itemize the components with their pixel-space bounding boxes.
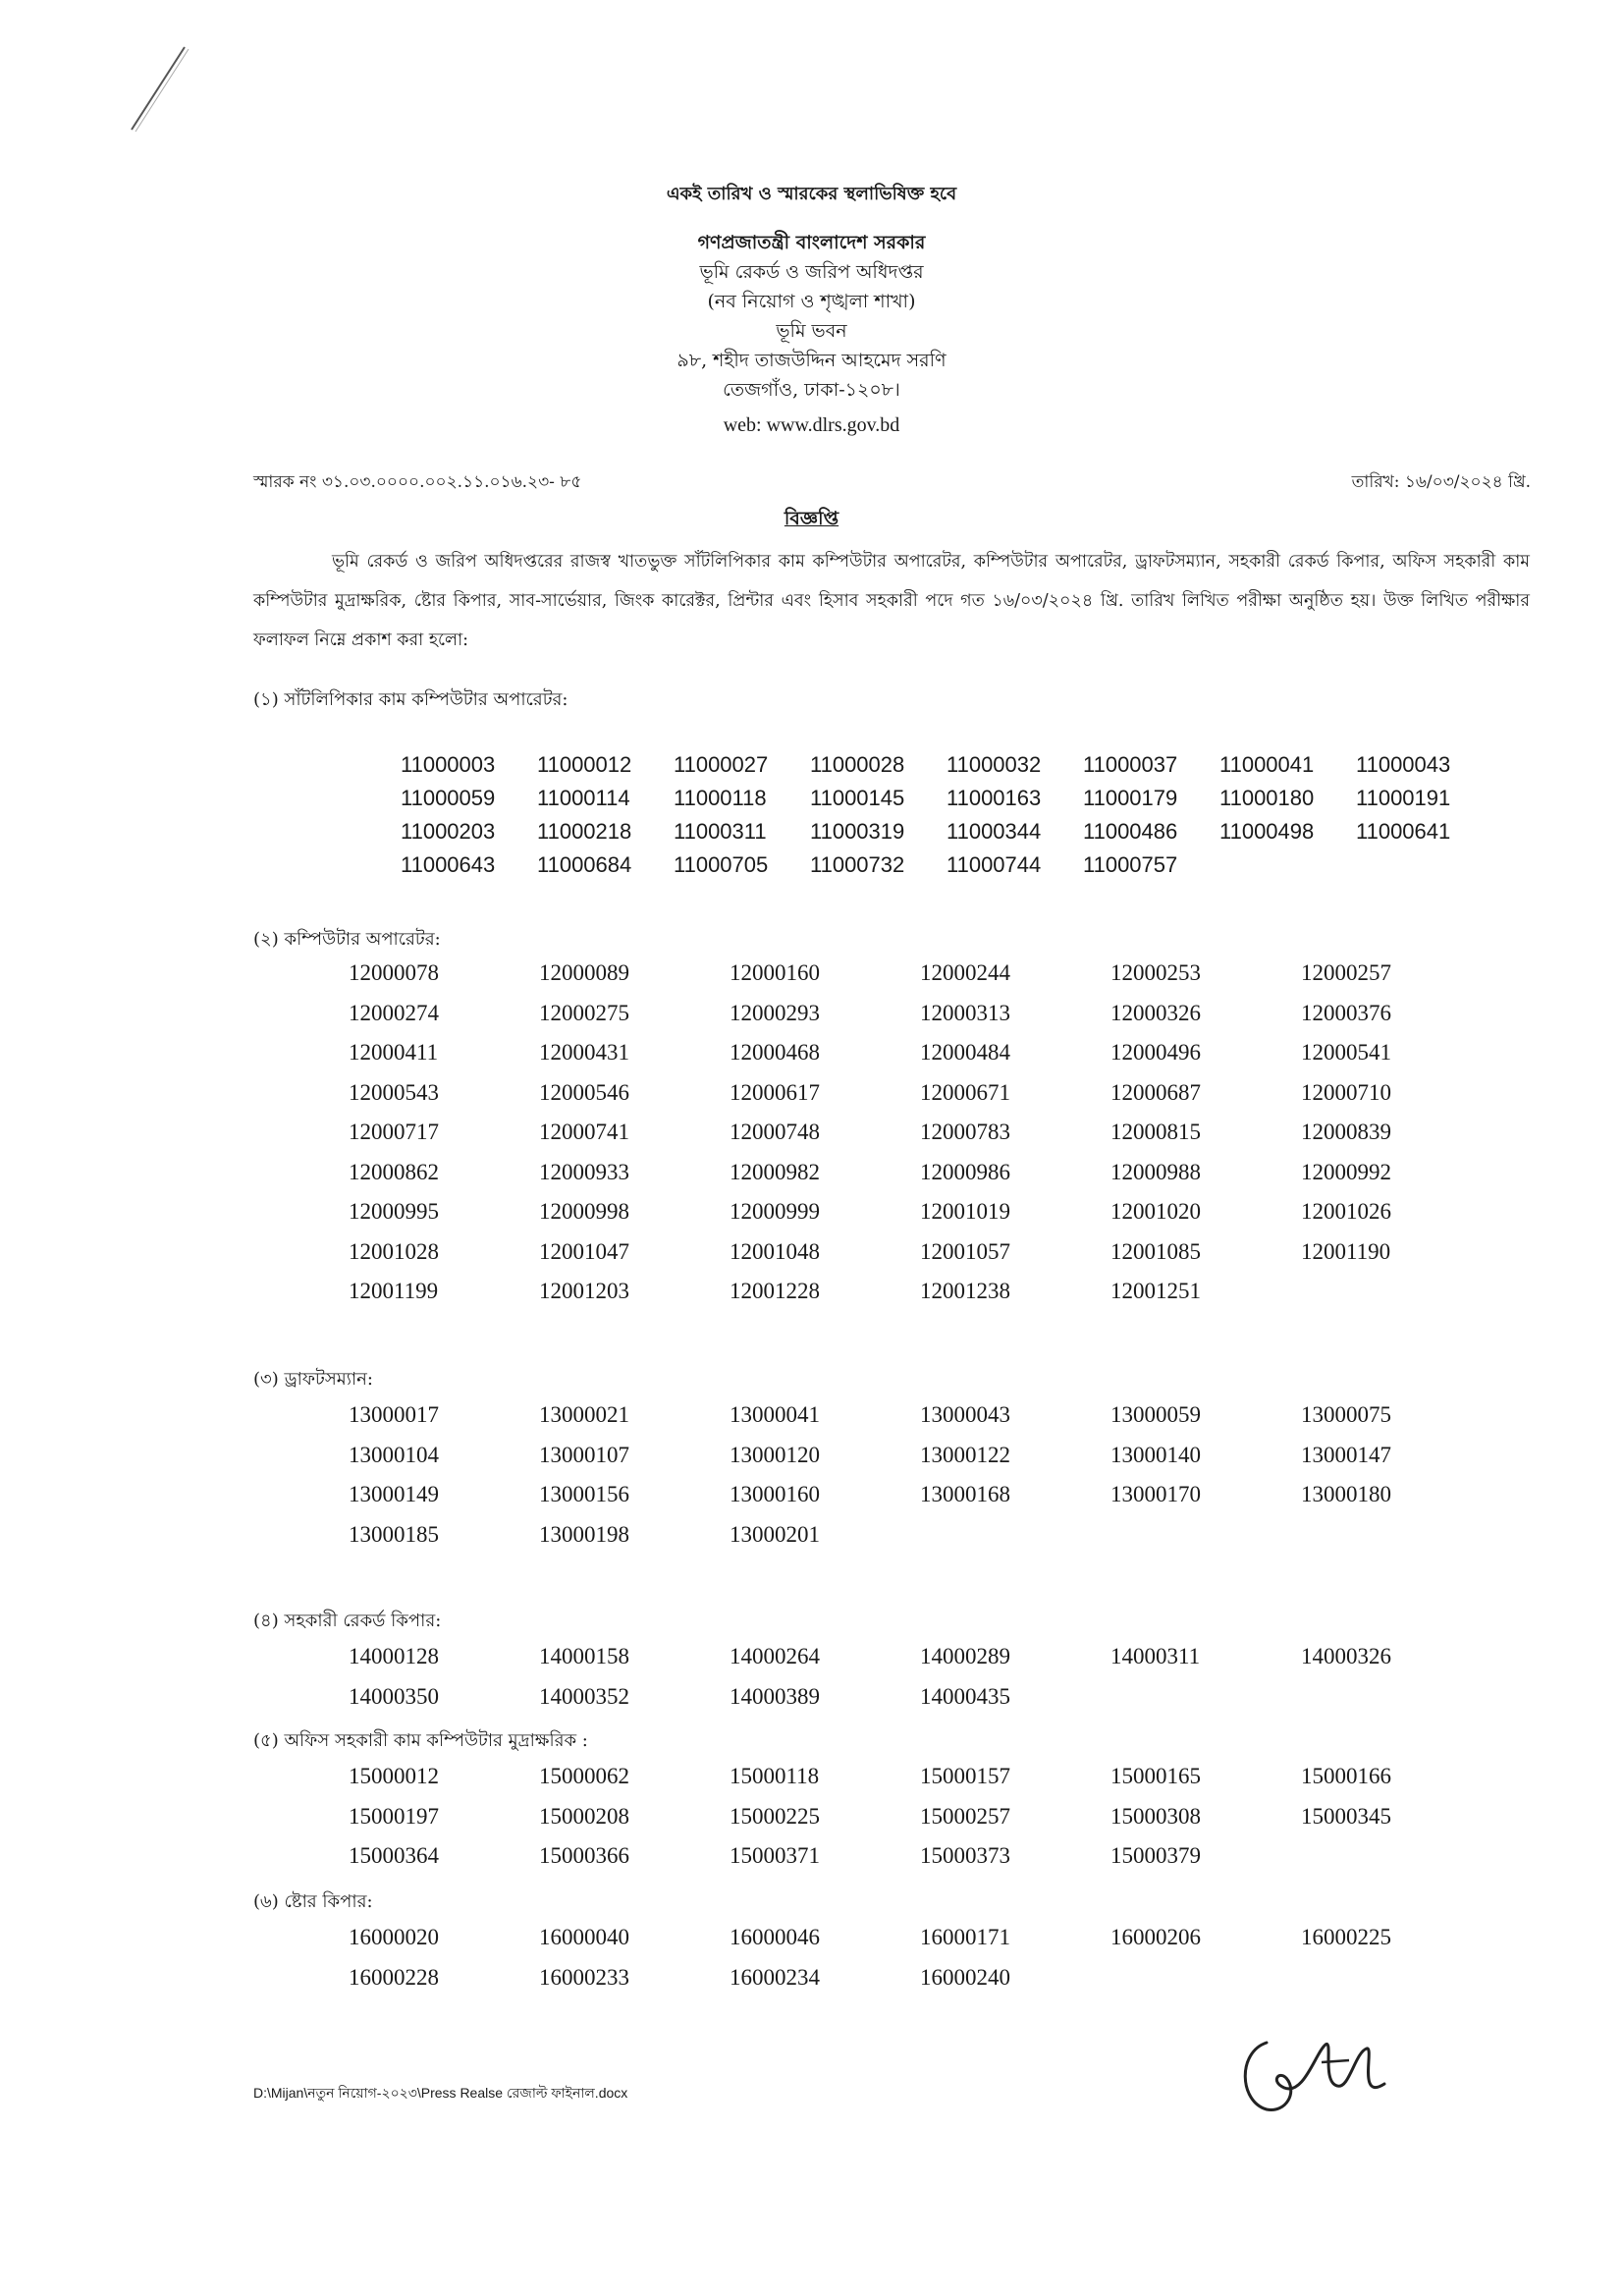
pen-stroke-mark [118, 39, 196, 137]
roll-number: 13000120 [730, 1442, 820, 1467]
roll-number: 13000107 [539, 1442, 629, 1467]
roll-number: 14000158 [539, 1644, 629, 1668]
roll-number: 12000411 [349, 1040, 439, 1065]
roll-number: 12001048 [730, 1238, 820, 1264]
roll-number: 12001019 [920, 1199, 1010, 1224]
notice-title: বিজ্ঞপ্তি [784, 508, 839, 529]
roll-number: 12000313 [920, 1000, 1010, 1025]
roll-number: 12000741 [539, 1120, 629, 1144]
roll-number: 12001228 [730, 1279, 820, 1303]
roll-number: 11000179 [1083, 786, 1178, 810]
roll-number: 12000496 [1110, 1040, 1201, 1065]
roll-number: 11000032 [947, 752, 1042, 777]
roll-number: 12000998 [539, 1199, 629, 1224]
roll-number: 12000257 [1301, 960, 1391, 985]
roll-number: 11000059 [401, 786, 496, 810]
roll-number: 12000244 [920, 960, 1010, 985]
roll-number: 11000311 [674, 819, 767, 844]
roll-number: 12001028 [349, 1238, 439, 1264]
roll-number: 13000185 [349, 1521, 439, 1547]
roll-number: 12001085 [1110, 1238, 1201, 1264]
roll-number: 11000732 [810, 852, 905, 877]
roll-number: 11000319 [810, 819, 905, 844]
roll-grid-1 [401, 752, 1492, 886]
roll-grid-6 [349, 1925, 1491, 2004]
roll-number: 13000147 [1301, 1442, 1391, 1467]
roll-number: 14000289 [920, 1644, 1010, 1668]
address-line: ৯৮, শহীদ তাজউদ্দিন আহমেদ সরণি [676, 350, 947, 371]
roll-number: 13000104 [349, 1442, 439, 1467]
roll-number: 12000160 [730, 960, 820, 985]
roll-number: 11000744 [947, 852, 1042, 877]
roll-number: 15000379 [1110, 1843, 1201, 1868]
roll-number: 14000326 [1301, 1644, 1391, 1668]
top-note: একই তারিখ ও স্মারকের স্থলাভিষিক্ত হবে [666, 184, 957, 204]
roll-number: 13000017 [349, 1402, 439, 1427]
roll-number: 12000546 [539, 1079, 629, 1105]
roll-number: 12000431 [539, 1040, 629, 1065]
issue-date: তারিখ: ১৬/০৩/২০২৪ খ্রি. [1351, 472, 1531, 492]
roll-number: 12000687 [1110, 1079, 1201, 1105]
roll-number: 12001203 [539, 1279, 629, 1303]
roll-number: 12000982 [730, 1159, 820, 1184]
section-heading-1: (১) সাঁটলিপিকার কাম কম্পিউটার অপারেটর: [253, 689, 568, 710]
roll-number: 11000145 [810, 786, 905, 810]
roll-number: 11000641 [1356, 819, 1451, 844]
roll-number: 15000366 [539, 1843, 629, 1868]
signature [1227, 2023, 1404, 2131]
roll-number: 11000028 [810, 752, 905, 777]
roll-number: 12000543 [349, 1079, 439, 1105]
roll-number: 13000170 [1110, 1482, 1201, 1506]
roll-number: 12000992 [1301, 1159, 1391, 1184]
roll-number: 12001020 [1110, 1199, 1201, 1224]
roll-number: 13000043 [920, 1402, 1010, 1427]
roll-number: 12000293 [730, 1000, 820, 1025]
roll-number: 11000012 [537, 752, 632, 777]
roll-number: 16000046 [730, 1925, 820, 1949]
roll-number: 12000484 [920, 1040, 1010, 1065]
roll-number: 14000350 [349, 1683, 439, 1709]
roll-number: 13000160 [730, 1482, 820, 1506]
roll-number: 13000168 [920, 1482, 1010, 1506]
roll-number: 16000225 [1301, 1925, 1391, 1949]
roll-number: 16000206 [1110, 1925, 1201, 1949]
roll-number: 13000156 [539, 1482, 629, 1506]
city-line: তেজগাঁও, ঢাকা-১২০৮। [723, 379, 900, 401]
roll-number: 11000757 [1083, 852, 1178, 877]
building-name: ভূমি ভবন [776, 320, 847, 342]
roll-grid-5 [349, 1764, 1491, 1884]
roll-number: 15000208 [539, 1803, 629, 1829]
roll-number: 12000995 [349, 1199, 439, 1224]
roll-grid-3 [349, 1402, 1491, 1561]
roll-number: 11000705 [674, 852, 769, 877]
roll-number: 11000118 [674, 786, 767, 810]
roll-number: 11000027 [674, 752, 769, 777]
roll-number: 16000228 [349, 1964, 439, 1990]
roll-number: 14000128 [349, 1644, 439, 1668]
website: web: www.dlrs.gov.bd [723, 414, 900, 436]
roll-number: 12000089 [539, 960, 629, 985]
roll-number: 15000062 [539, 1764, 629, 1788]
roll-number: 15000166 [1301, 1764, 1391, 1788]
roll-number: 12001190 [1301, 1238, 1391, 1264]
roll-number: 12000617 [730, 1079, 820, 1105]
roll-number: 13000059 [1110, 1402, 1201, 1427]
roll-number: 12000933 [539, 1159, 629, 1184]
roll-number: 12000862 [349, 1159, 439, 1184]
roll-number: 11000114 [537, 786, 630, 810]
section-heading-3: (৩) ড্রাফটসম্যান: [253, 1369, 373, 1390]
section-heading-5: (৫) অফিস সহকারী কাম কম্পিউটার মুদ্রাক্ষরিক : [253, 1730, 588, 1751]
roll-number: 15000197 [349, 1803, 439, 1829]
roll-number: 15000373 [920, 1843, 1010, 1868]
roll-number: 11000203 [401, 819, 496, 844]
roll-number: 16000040 [539, 1925, 629, 1949]
roll-number: 11000180 [1219, 786, 1315, 810]
roll-number: 12000986 [920, 1159, 1010, 1184]
roll-number: 15000345 [1301, 1803, 1391, 1829]
roll-number: 15000371 [730, 1843, 820, 1868]
roll-number: 16000240 [920, 1964, 1010, 1990]
roll-number: 12000275 [539, 1000, 629, 1025]
roll-number: 12000988 [1110, 1159, 1201, 1184]
section-heading-4: (৪) সহকারী রেকর্ড কিপার: [253, 1611, 442, 1631]
roll-number: 12000078 [349, 960, 439, 985]
roll-number: 13000041 [730, 1402, 820, 1427]
roll-number: 16000234 [730, 1964, 820, 1990]
roll-grid-2 [349, 960, 1491, 1319]
roll-number: 11000163 [947, 786, 1042, 810]
roll-number: 13000149 [349, 1482, 439, 1506]
memo-number: স্মারক নং ৩১.০৩.০০০০.০০২.১১.০১৬.২৩- ৮৫ [253, 472, 582, 492]
roll-number: 11000643 [401, 852, 496, 877]
roll-number: 15000157 [920, 1764, 1010, 1788]
roll-number: 12000748 [730, 1120, 820, 1144]
roll-number: 15000308 [1110, 1803, 1201, 1829]
roll-number: 16000020 [349, 1925, 439, 1949]
roll-number: 13000122 [920, 1442, 1010, 1467]
roll-number: 15000364 [349, 1843, 439, 1868]
roll-number: 11000043 [1356, 752, 1451, 777]
roll-number: 11000684 [537, 852, 632, 877]
roll-number: 12001026 [1301, 1199, 1391, 1224]
roll-number: 14000311 [1110, 1644, 1201, 1668]
roll-number: 12000710 [1301, 1079, 1391, 1105]
roll-grid-4 [349, 1644, 1491, 1723]
branch-name: (নব নিয়োগ ও শৃঙ্খলা শাখা) [707, 291, 916, 312]
roll-number: 12000326 [1110, 1000, 1201, 1025]
roll-number: 15000225 [730, 1803, 820, 1829]
roll-number: 12000839 [1301, 1120, 1391, 1144]
roll-number: 11000344 [947, 819, 1042, 844]
roll-number: 13000140 [1110, 1442, 1201, 1467]
roll-number: 12000717 [349, 1120, 439, 1144]
roll-number: 16000233 [539, 1964, 629, 1990]
roll-number: 12000274 [349, 1000, 439, 1025]
notice-body: ভূমি রেকর্ড ও জরিপ অধিদপ্তরের রাজস্ব খাতভুক্ত সাঁটলিপিকার কাম কম্পিউটার অপারেটর, কম্পিউটার অপারেটর, ড্রাফটসম্যান, সহকারী রেকর্ড কিপার, অফিস সহকারী কাম কম্পিউটার মুদ্রাক্ষরিক, ষ্টোর কিপার, সাব-সার্ভেয়ার, জিংক কারেক্টর, প্রিন্টার এবং হিসাব সহকারী পদে গত ১৬/০৩/২০২৪ খ্রি. তারিখ লিখিত পরীক্ষা অনুষ্ঠিত হয়। উক্ত লিখিত পরীক্ষার ফলাফল নিম্নে প্রকাশ করা হলো: [253, 552, 1530, 650]
department-name: ভূমি রেকর্ড ও জরিপ অধিদপ্তর [699, 261, 924, 283]
roll-number: 11000218 [537, 819, 632, 844]
roll-number: 15000165 [1110, 1764, 1201, 1788]
roll-number: 13000180 [1301, 1482, 1391, 1506]
roll-number: 12000541 [1301, 1040, 1391, 1065]
roll-number: 14000352 [539, 1683, 629, 1709]
roll-number: 12000999 [730, 1199, 820, 1224]
roll-number: 13000021 [539, 1402, 629, 1427]
roll-number: 13000198 [539, 1521, 629, 1547]
letterhead [0, 228, 1623, 440]
roll-number: 13000201 [730, 1521, 820, 1547]
roll-number: 14000435 [920, 1683, 1010, 1709]
section-heading-6: (৬) ষ্টোর কিপার: [253, 1891, 373, 1912]
roll-number: 14000389 [730, 1683, 820, 1709]
roll-number: 12000253 [1110, 960, 1201, 985]
roll-number: 12000815 [1110, 1120, 1201, 1144]
roll-number: 11000191 [1356, 786, 1451, 810]
section-heading-2: (২) কম্পিউটার অপারেটর: [253, 929, 441, 950]
roll-number: 11000486 [1083, 819, 1178, 844]
roll-number: 15000012 [349, 1764, 439, 1788]
roll-number: 12000468 [730, 1040, 820, 1065]
roll-number: 15000118 [730, 1764, 820, 1788]
roll-number: 12001238 [920, 1279, 1010, 1303]
roll-number: 12000671 [920, 1079, 1010, 1105]
roll-number: 12001047 [539, 1238, 629, 1264]
roll-number: 14000264 [730, 1644, 820, 1668]
roll-number: 13000075 [1301, 1402, 1391, 1427]
roll-number: 11000037 [1083, 752, 1178, 777]
roll-number: 12001057 [920, 1238, 1010, 1264]
roll-number: 11000498 [1219, 819, 1315, 844]
roll-number: 11000041 [1219, 752, 1315, 777]
roll-number: 12001251 [1110, 1279, 1201, 1303]
roll-number: 12001199 [349, 1279, 439, 1303]
roll-number: 15000257 [920, 1803, 1010, 1829]
org-name: গণপ্রজাতন্ত্রী বাংলাদেশ সরকার [697, 232, 926, 253]
roll-number: 12000783 [920, 1120, 1010, 1144]
roll-number: 16000171 [920, 1925, 1010, 1949]
file-path: D:\Mijan\নতুন নিয়োগ-২০২৩\Press Realse রেজাল্ট ফাইনাল.docx [253, 2085, 628, 2101]
roll-number: 12000376 [1301, 1000, 1391, 1025]
roll-number: 11000003 [401, 752, 496, 777]
